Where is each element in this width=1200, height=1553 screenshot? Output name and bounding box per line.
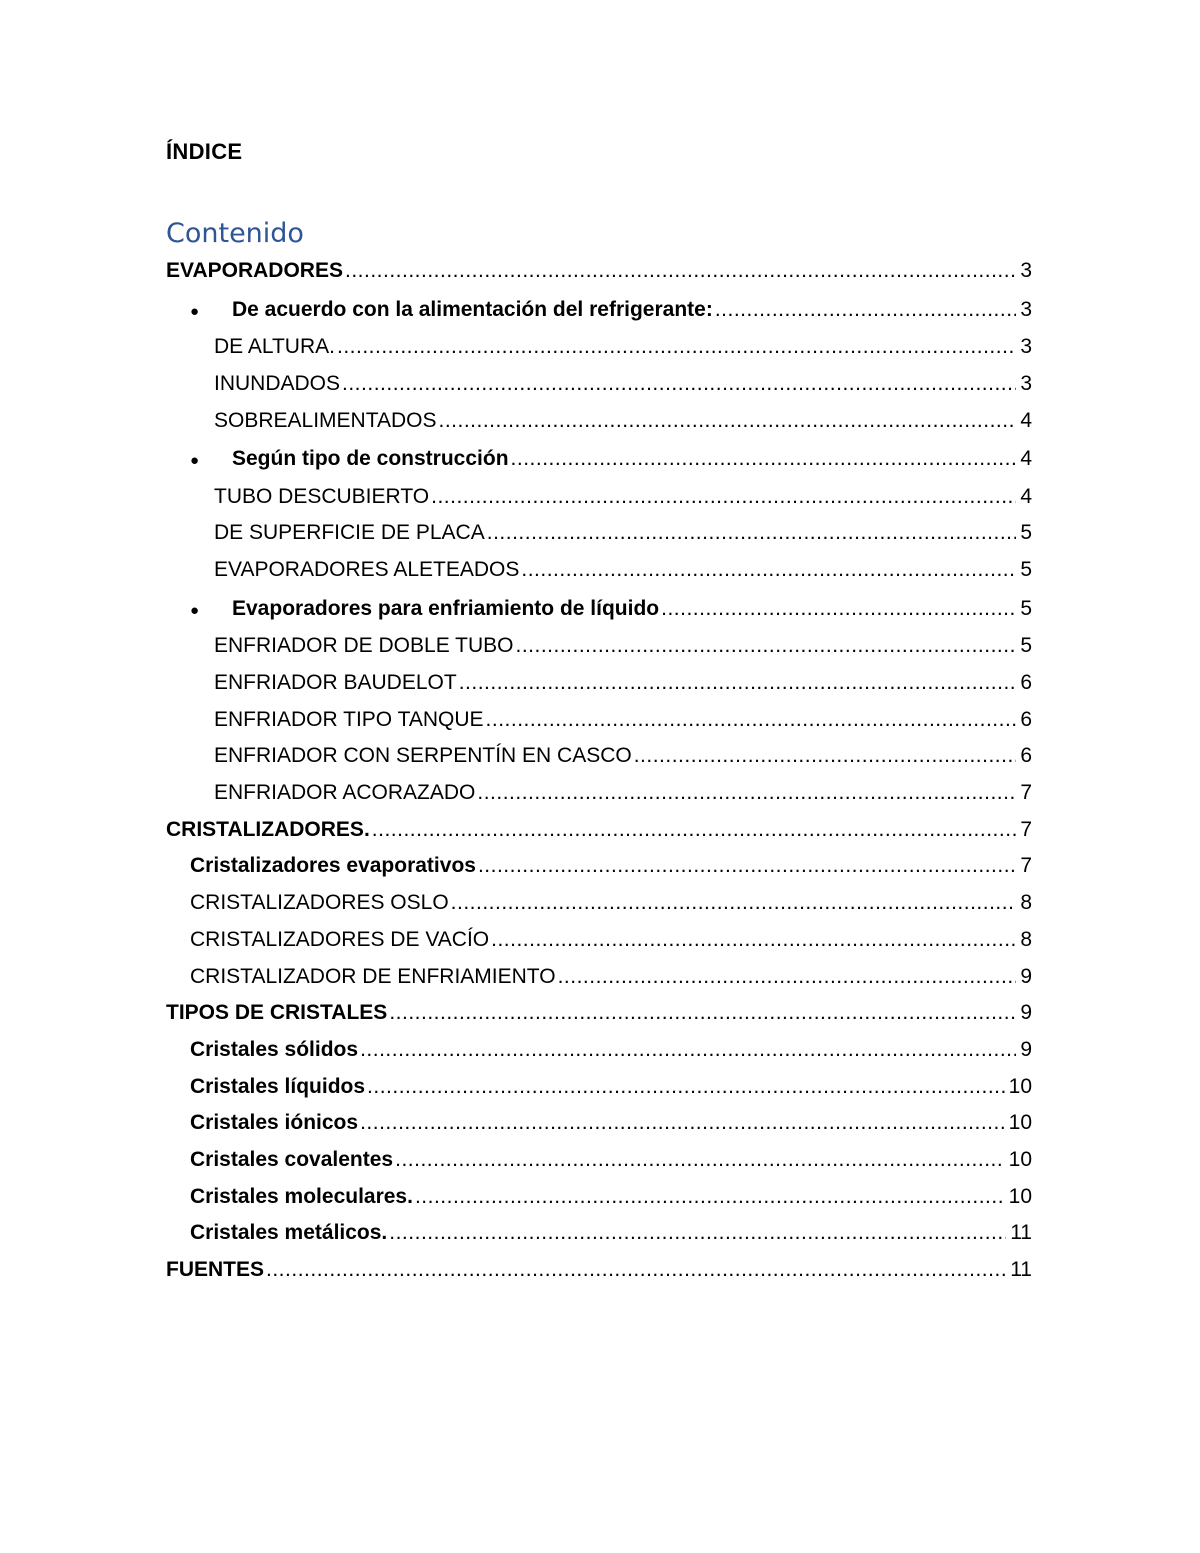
toc-entry[interactable] bbox=[166, 290, 1032, 330]
toc-entry[interactable] bbox=[166, 329, 1032, 366]
toc-page-number: 3 bbox=[1020, 335, 1032, 359]
toc-entry-title: ENFRIADOR ACORAZADO bbox=[214, 781, 476, 805]
toc-entry[interactable] bbox=[166, 1215, 1032, 1252]
dot-leader bbox=[661, 589, 1016, 629]
toc-entry-title: ENFRIADOR DE DOBLE TUBO bbox=[214, 634, 514, 658]
toc-page-number: 10 bbox=[1008, 1184, 1032, 1208]
toc-page-number: 9 bbox=[1020, 1001, 1032, 1025]
dot-leader bbox=[415, 1179, 1005, 1216]
toc-entry[interactable] bbox=[166, 1105, 1032, 1142]
toc-page-number: 4 bbox=[1020, 484, 1032, 508]
toc-entry[interactable] bbox=[166, 1179, 1032, 1216]
toc-page-number: 10 bbox=[1008, 1147, 1032, 1171]
toc-entry[interactable] bbox=[166, 702, 1032, 739]
toc-entry[interactable] bbox=[166, 1032, 1032, 1069]
toc-page-number: 3 bbox=[1020, 371, 1032, 395]
toc-page-number: 7 bbox=[1020, 817, 1032, 841]
dot-leader bbox=[342, 366, 1016, 403]
dot-leader bbox=[451, 885, 1017, 922]
dot-leader bbox=[634, 738, 1017, 775]
toc-entry[interactable] bbox=[166, 812, 1032, 849]
toc-page-number: 6 bbox=[1020, 671, 1032, 694]
dot-leader bbox=[478, 848, 1016, 885]
dot-leader bbox=[372, 812, 1017, 849]
toc-entry-title: CRISTALIZADORES. bbox=[166, 817, 370, 841]
dot-leader bbox=[439, 403, 1017, 440]
toc-entry-title: Cristales covalentes bbox=[190, 1147, 394, 1171]
dot-leader bbox=[511, 439, 1017, 479]
toc-page-number: 7 bbox=[1020, 854, 1032, 878]
toc-entry[interactable] bbox=[166, 253, 1032, 290]
toc-entry-title: DE ALTURA. bbox=[214, 335, 335, 359]
toc-entry-title: Cristales iónicos bbox=[190, 1111, 359, 1135]
toc-page-number: 4 bbox=[1020, 447, 1032, 471]
bullet-icon: ● bbox=[190, 601, 200, 619]
toc-page-number: 6 bbox=[1020, 744, 1032, 768]
table-of-contents bbox=[166, 253, 1032, 1289]
dot-leader bbox=[491, 922, 1016, 959]
bullet-icon: ● bbox=[190, 452, 200, 470]
toc-page-number: 5 bbox=[1020, 558, 1032, 582]
toc-entry-title: TUBO DESCUBIERTO bbox=[214, 484, 430, 508]
toc-page-number: 11 bbox=[1010, 1221, 1032, 1245]
toc-entry-title: Cristalizadores evaporativos bbox=[190, 854, 476, 878]
toc-entry-title: De acuerdo con la alimentación del refrigerante: bbox=[232, 297, 713, 321]
toc-page-number: 10 bbox=[1008, 1074, 1032, 1098]
toc-entry-title: TIPOS DE CRISTALES bbox=[166, 1001, 388, 1025]
toc-page-number: 5 bbox=[1020, 596, 1032, 620]
dot-leader bbox=[459, 665, 1017, 702]
dot-leader bbox=[521, 552, 1016, 589]
toc-entry[interactable] bbox=[166, 628, 1032, 665]
toc-entry-title: CRISTALIZADORES DE VACÍO bbox=[190, 927, 490, 951]
toc-entry[interactable] bbox=[166, 479, 1032, 516]
toc-entry[interactable] bbox=[166, 515, 1032, 552]
toc-page-number: 3 bbox=[1020, 259, 1032, 282]
toc-entry[interactable] bbox=[166, 403, 1032, 440]
toc-entry-title: Cristales líquidos bbox=[190, 1074, 366, 1098]
dot-leader bbox=[337, 329, 1016, 366]
toc-entry[interactable] bbox=[166, 589, 1032, 629]
toc-entry[interactable] bbox=[166, 775, 1032, 812]
toc-entry-title: Según tipo de construcción bbox=[232, 447, 509, 471]
dot-leader bbox=[486, 702, 1017, 739]
index-heading: ÍNDICE bbox=[166, 139, 243, 164]
toc-page-number: 11 bbox=[1010, 1258, 1032, 1281]
toc-entry[interactable] bbox=[166, 552, 1032, 589]
toc-entry[interactable] bbox=[166, 995, 1032, 1032]
toc-page-number: 3 bbox=[1020, 297, 1032, 321]
toc-entry-title: Cristales sólidos bbox=[190, 1037, 359, 1061]
dot-leader bbox=[558, 959, 1017, 996]
toc-entry[interactable] bbox=[166, 885, 1032, 922]
dot-leader bbox=[345, 253, 1016, 290]
dot-leader bbox=[516, 628, 1017, 665]
dot-leader bbox=[431, 479, 1016, 516]
toc-entry-title: ENFRIADOR CON SERPENTÍN EN CASCO bbox=[214, 744, 632, 768]
dot-leader bbox=[389, 1215, 1006, 1252]
toc-entry[interactable] bbox=[166, 1252, 1032, 1289]
dot-leader bbox=[360, 1105, 1005, 1142]
toc-entry-title: CRISTALIZADORES OSLO bbox=[190, 891, 449, 915]
toc-entry-title: EVAPORADORES bbox=[166, 259, 343, 282]
toc-entry-title: Evaporadores para enfriamiento de líquido bbox=[232, 596, 660, 620]
toc-entry-title: ENFRIADOR BAUDELOT bbox=[214, 671, 457, 694]
bullet-icon: ● bbox=[190, 302, 200, 320]
toc-entry-title: SOBREALIMENTADOS bbox=[214, 408, 437, 432]
toc-heading: Contenido bbox=[166, 218, 304, 249]
toc-page-number: 9 bbox=[1020, 964, 1032, 988]
toc-entry-title: DE SUPERFICIE DE PLACA bbox=[214, 521, 485, 545]
dot-leader bbox=[487, 515, 1017, 552]
toc-entry[interactable] bbox=[166, 665, 1032, 702]
toc-entry-title: INUNDADOS bbox=[214, 371, 341, 395]
toc-page-number: 6 bbox=[1020, 707, 1032, 731]
toc-entry[interactable] bbox=[166, 1069, 1032, 1106]
toc-entry[interactable] bbox=[166, 439, 1032, 479]
toc-page-number: 5 bbox=[1020, 521, 1032, 545]
toc-entry[interactable] bbox=[166, 848, 1032, 885]
toc-entry[interactable] bbox=[166, 959, 1032, 996]
toc-entry-title: Cristales metálicos. bbox=[190, 1221, 388, 1245]
toc-page-number: 8 bbox=[1020, 891, 1032, 915]
toc-entry-title: EVAPORADORES ALETEADOS bbox=[214, 558, 520, 582]
toc-page-number: 5 bbox=[1020, 634, 1032, 658]
dot-leader bbox=[395, 1142, 1005, 1179]
dot-leader bbox=[266, 1252, 1006, 1289]
toc-page-number: 7 bbox=[1020, 781, 1032, 805]
dot-leader bbox=[389, 995, 1016, 1032]
toc-entry[interactable] bbox=[166, 366, 1032, 403]
dot-leader bbox=[715, 290, 1017, 330]
toc-entry-title: ENFRIADOR TIPO TANQUE bbox=[214, 707, 484, 731]
toc-entry[interactable] bbox=[166, 1142, 1032, 1179]
toc-page-number: 8 bbox=[1020, 927, 1032, 951]
dot-leader bbox=[367, 1069, 1005, 1106]
dot-leader bbox=[360, 1032, 1016, 1069]
dot-leader bbox=[477, 775, 1016, 812]
toc-page-number: 10 bbox=[1008, 1111, 1032, 1135]
toc-entry-title: CRISTALIZADOR DE ENFRIAMIENTO bbox=[190, 964, 556, 988]
toc-page-number: 4 bbox=[1020, 408, 1032, 432]
toc-entry-title: Cristales moleculares. bbox=[190, 1184, 413, 1208]
toc-page-number: 9 bbox=[1020, 1037, 1032, 1061]
toc-entry[interactable] bbox=[166, 738, 1032, 775]
toc-entry-title: FUENTES bbox=[166, 1258, 265, 1281]
toc-entry[interactable] bbox=[166, 922, 1032, 959]
